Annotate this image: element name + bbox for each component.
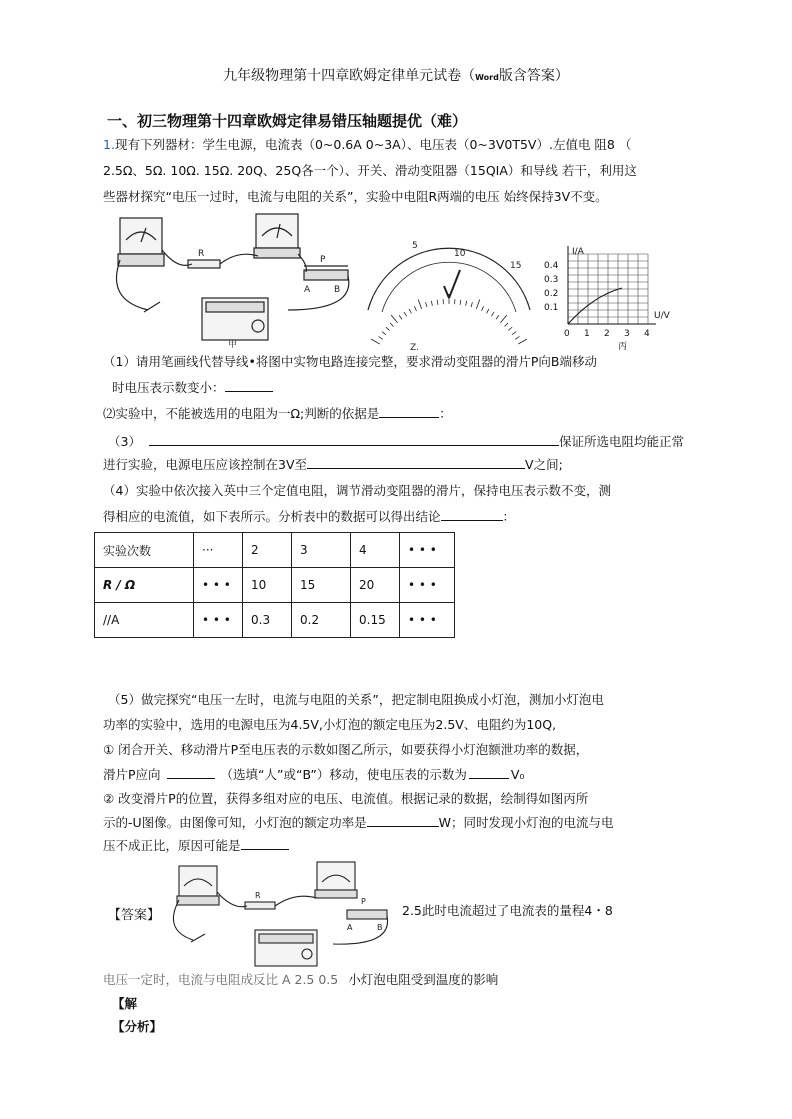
dial-tick bbox=[386, 327, 390, 330]
part-5-line-3: ① 闭合开关、移动滑片P至电压表的示数如图乙所示，如要获得小灯泡额泄功率的数据， bbox=[103, 742, 589, 757]
part-5-line-1: （5）做完探究“电压一左时，电流与电阻的关系”，把定制电阻换成小灯泡，测加小灯泡电 bbox=[108, 692, 604, 707]
part-5-line-4: 滑片P应向 （选填“人”或“B”）移动，使电压表的示数为 V₀ bbox=[103, 762, 524, 788]
svg-text:R: R bbox=[255, 891, 261, 900]
dial-tick bbox=[399, 315, 402, 319]
table-cell: R / Ω bbox=[95, 568, 194, 603]
table-cell: 20 bbox=[351, 568, 400, 603]
dial-tick bbox=[471, 302, 472, 307]
dial-tick bbox=[418, 299, 421, 308]
graph-xtick: 4 bbox=[644, 329, 650, 339]
circuit-figure-jia bbox=[108, 210, 358, 350]
svg-text:P: P bbox=[361, 897, 366, 906]
table-cell: • • • bbox=[400, 533, 455, 568]
dial-tick bbox=[508, 327, 512, 330]
answer-blank bbox=[441, 506, 503, 521]
table-row bbox=[95, 533, 455, 568]
part-3-line-1: （3） 保证所选电阻均能正常 bbox=[108, 429, 684, 455]
dial-tick bbox=[437, 300, 438, 305]
dial-tick bbox=[404, 312, 407, 316]
svg-text:A: A bbox=[304, 285, 311, 295]
dial-tick bbox=[515, 336, 519, 339]
graph-ytick: 0.2 bbox=[544, 289, 559, 299]
part-5-line-5: ② 改变滑片P的位置，获得多组对应的电压、电流值。根据记录的数据，绘制得如图丙所 bbox=[103, 791, 589, 806]
ammeter-icon bbox=[120, 218, 162, 254]
table-cell: • • • bbox=[400, 603, 455, 638]
table-cell: ··· bbox=[194, 533, 243, 568]
question-intro-line-2: 2.5Ω、5Ω. 10Ω. 15Ω. 20Q、25Q各一个）、开关、滑动变阻器（15QIA）和导线 若干，利用这 bbox=[103, 163, 637, 178]
answer-tag: 【答案】 bbox=[108, 908, 161, 923]
answer-blank bbox=[167, 764, 215, 779]
table-cell: 0.2 bbox=[292, 603, 351, 638]
meter-scale-15: 15 bbox=[510, 261, 522, 271]
table-cell: 4 bbox=[351, 533, 400, 568]
dial-tick bbox=[518, 339, 527, 344]
figure-label-bing: 丙 bbox=[618, 342, 628, 352]
document-title: 九年级物理第十四章欧姆定律单元试卷（Word版含答案） bbox=[223, 68, 569, 84]
dial-tick bbox=[391, 315, 397, 323]
dial-tick bbox=[482, 306, 484, 311]
table-cell: 0.3 bbox=[243, 603, 292, 638]
svg-text:P: P bbox=[320, 255, 326, 265]
table-cell: 2 bbox=[243, 533, 292, 568]
table-cell: • • • bbox=[194, 603, 243, 638]
graph-xlabel: U/V bbox=[654, 311, 670, 321]
answer-blank bbox=[149, 431, 559, 446]
dial-tick bbox=[466, 301, 467, 306]
graph-xtick: 3 bbox=[624, 329, 630, 339]
table-cell: //A bbox=[95, 603, 194, 638]
question-number: 1. bbox=[103, 137, 115, 152]
part-3-line-2: 进行实验，电源电压应该控制在3V至 V之间; bbox=[103, 452, 563, 478]
voltmeter-figure-yi bbox=[360, 238, 538, 353]
rheostat-icon bbox=[304, 270, 348, 280]
title-main: 九年级物理第十四章欧姆定律单元试卷 bbox=[223, 68, 462, 84]
dial-tick bbox=[487, 309, 489, 313]
table-cell: 0.15 bbox=[351, 603, 400, 638]
answer-jie: 【解 bbox=[112, 996, 138, 1011]
table-row bbox=[95, 568, 455, 603]
data-table bbox=[94, 532, 455, 638]
part-5-line-2: 功率的实验中，选用的电源电压为4.5V,小灯泡的额定电压为2.5V、电阻约为10Q, bbox=[103, 717, 557, 732]
part-1-line-1: （1）请用笔画线代替导线•将图中实物电路连接完整，要求滑动变阻器的滑片P向B端移动 bbox=[103, 354, 597, 369]
graph-ylabel: I/A bbox=[572, 247, 584, 257]
dial-tick bbox=[379, 336, 383, 339]
answer-line-2: 电压一定时，电流与电阻成反比 A 2.5 0.5 小灯泡电阻受到温度的影响 bbox=[103, 972, 499, 987]
meter-scale-5: 5 bbox=[412, 241, 418, 251]
svg-text:B: B bbox=[377, 923, 383, 932]
resistor-icon bbox=[188, 260, 220, 268]
table-cell: 实验次数 bbox=[95, 533, 194, 568]
part-5-line-6: 示的-U图像。由图像可知，小灯泡的额定功率是 W；同时发现小灯泡的电流与电 bbox=[103, 810, 614, 836]
graph-xtick: 0 bbox=[564, 329, 570, 339]
dial-tick bbox=[460, 300, 461, 305]
section-heading: 一、初三物理第十四章欧姆定律易错压轴题提优（难） bbox=[107, 112, 468, 130]
figure-label-jia: 甲 bbox=[228, 340, 238, 350]
dial-tick bbox=[390, 323, 393, 327]
table-cell: 3 bbox=[292, 533, 351, 568]
part-4-line-1: （4）实验中依次接入英中三个定值电阻，调节滑动变阻器的滑片，保持电压表示数不变，测 bbox=[103, 483, 611, 498]
answer-blank bbox=[379, 403, 439, 418]
iu-graph-bing bbox=[538, 244, 688, 352]
question-intro-line-3: 些器材探究“电压一过时，电流与电阻的关系”，实验中电阻R两端的电压 始终保持3V不变。 bbox=[103, 189, 608, 204]
question-intro-line-1: 1.现有下列器材：学生电源，电流表（0~0.6A 0~3A）、电压表（0~3V0T5V）.左值电 阻8 （ bbox=[103, 137, 632, 152]
dial-tick bbox=[371, 339, 380, 344]
graph-ytick: 0.3 bbox=[544, 275, 559, 285]
answer-blank bbox=[241, 835, 289, 850]
figure-label-yi: Z. bbox=[410, 343, 420, 353]
title-tail: 版含答案） bbox=[498, 68, 569, 84]
table-cell: 15 bbox=[292, 568, 351, 603]
dial-tick bbox=[414, 306, 416, 311]
dial-tick bbox=[409, 309, 411, 313]
answer-blank bbox=[469, 764, 509, 779]
graph-xtick: 2 bbox=[604, 329, 610, 339]
svg-text:R: R bbox=[198, 249, 205, 259]
answer-right-text: 2.5此时电流超过了电流表的量程4・8 bbox=[402, 903, 613, 918]
table-cell: • • • bbox=[194, 568, 243, 603]
iu-curve bbox=[568, 288, 622, 324]
dial-tick bbox=[491, 312, 494, 316]
part-1-line-2: 时电压表示数变小： bbox=[112, 375, 273, 401]
meter-scale-10: 10 bbox=[454, 249, 466, 259]
dial-tick bbox=[431, 301, 432, 306]
graph-ytick: 0.1 bbox=[544, 303, 559, 313]
dial-tick bbox=[426, 302, 427, 307]
answer-blank bbox=[225, 377, 273, 392]
voltmeter-needle bbox=[449, 270, 460, 298]
answer-fenxi: 【分析】 bbox=[112, 1019, 163, 1034]
graph-ytick: 0.4 bbox=[544, 261, 559, 271]
part-4-line-2: 得相应的电流值，如下表所示。分析表中的数据可以得出结论 ： bbox=[103, 504, 515, 530]
part-2: ⑵实验中，不能被选用的电阻为一Ω;判断的依据是 ： bbox=[103, 401, 452, 427]
part-5-line-7: 压不成正比，原因可能是 bbox=[103, 833, 289, 859]
dial-tick bbox=[500, 315, 506, 323]
dial-tick bbox=[496, 315, 499, 319]
answer-circuit-figure bbox=[165, 860, 397, 970]
dial-tick bbox=[476, 299, 479, 308]
dial-tick bbox=[512, 332, 516, 335]
table-row bbox=[95, 603, 455, 638]
title-word: Word bbox=[475, 73, 499, 82]
table-cell: • • • bbox=[400, 568, 455, 603]
answer-blank bbox=[307, 454, 525, 469]
graph-xtick: 1 bbox=[584, 329, 590, 339]
svg-text:B: B bbox=[334, 285, 341, 295]
table-cell: 10 bbox=[243, 568, 292, 603]
answer-blank bbox=[367, 812, 439, 827]
dial-tick bbox=[505, 323, 508, 327]
svg-text:A: A bbox=[347, 923, 353, 932]
switch-icon bbox=[144, 302, 160, 312]
dial-tick bbox=[382, 332, 386, 335]
voltmeter-icon bbox=[256, 214, 298, 248]
